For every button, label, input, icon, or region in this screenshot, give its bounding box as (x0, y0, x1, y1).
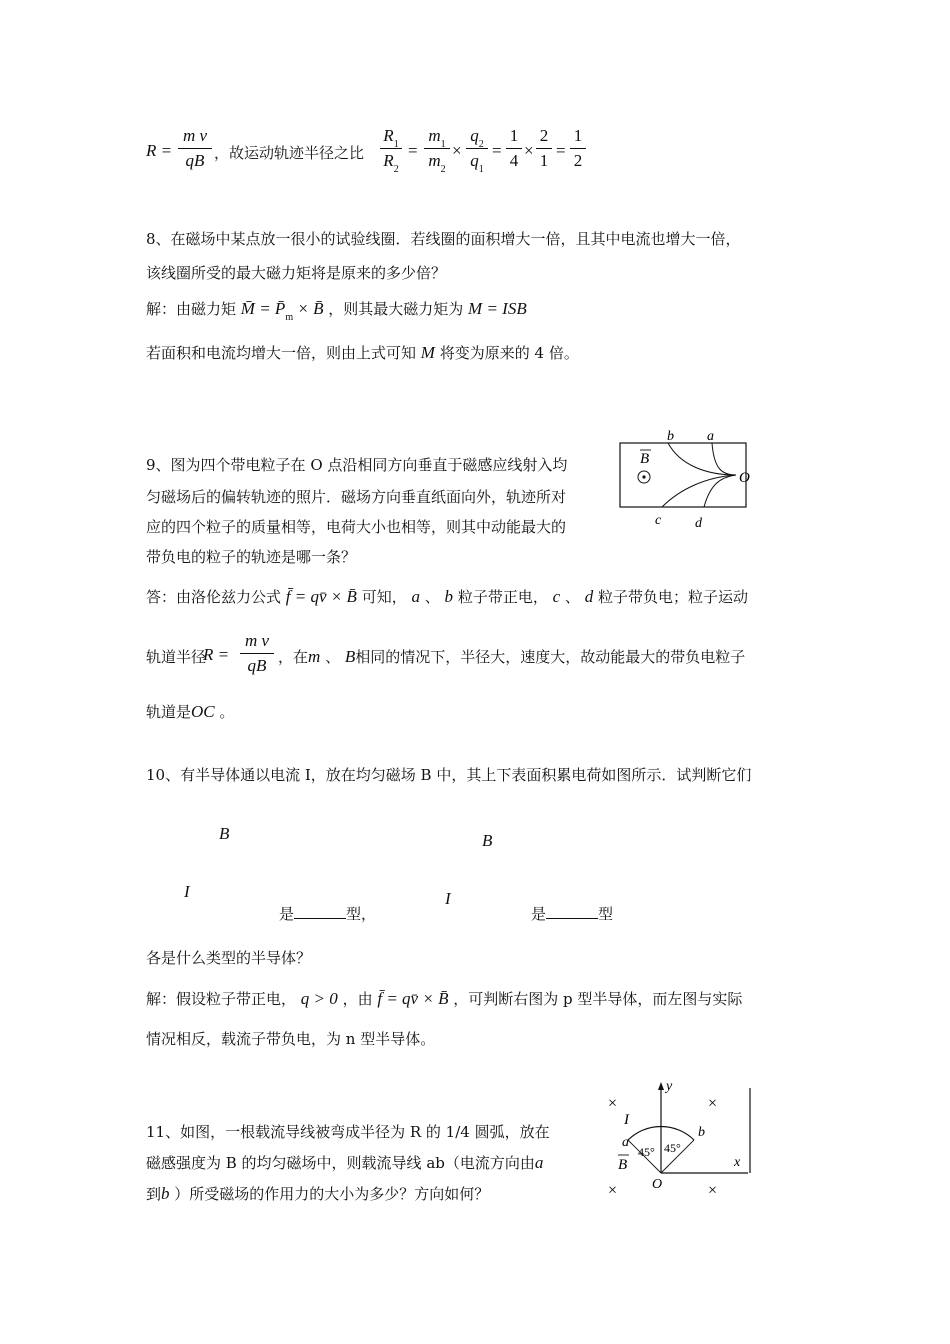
q9-label-B: B (640, 451, 650, 467)
q9-answer-line3: 轨道是OC 。 (146, 702, 235, 721)
q11-question-line1: 11、如图，一根载流导线被弯成半径为 R 的 1/4 圆弧，放在 (146, 1123, 550, 1141)
q11-question-line3: 到b ）所受磁场的作用力的大小为多少？方向如何？ (146, 1184, 490, 1203)
q7-eq1: = (408, 141, 418, 160)
q11-label-O: O (652, 1177, 663, 1192)
q7-ratio-m: $\frac{m_1}{m_2}$ (424, 126, 450, 171)
q7-formula-R: R = (146, 141, 173, 160)
q9-label-a: a (707, 429, 714, 444)
q9-question-line2: 匀磁场后的偏转轨迹的照片．磁场方向垂直纸面向外，轨迹所对 (146, 488, 567, 506)
q9-frac-mv: $\frac{\text{m v}}{qB}$ (240, 631, 274, 676)
q7-times2: × (524, 141, 534, 160)
q9-label-O: O (739, 470, 750, 486)
q10-right-blank (546, 904, 598, 919)
q9-track-c (662, 475, 736, 507)
q10-right-B: B (482, 831, 493, 850)
q11-label-x: x (734, 1155, 741, 1170)
q11-cross-3: × (608, 1182, 618, 1199)
q11-cross-4: × (708, 1182, 718, 1199)
q7-text: ，故运动轨迹半径之比 (214, 144, 365, 162)
q9-track-b (668, 443, 736, 475)
q9-answer-line1: 答：由洛伦兹力公式 f̄ = qv̄ × B̄ 可知， a 、 b 粒子带正电， c 、 d 粒子带负电；粒子运动 (146, 587, 748, 606)
q10-question-line1: 10、有半导体通以电流 I，放在均匀磁场 B 中，其上下表面积累电荷如图所示．试判断它们 (146, 766, 752, 784)
q11-label-y: y (666, 1079, 673, 1094)
q11-label-I: I (624, 1112, 629, 1128)
q9-label-b: b (667, 429, 674, 444)
q11-angle-right: 45° (664, 1141, 681, 1155)
q10-question-line2: 各是什么类型的半导体？ (146, 949, 312, 967)
q10-left-I: I (184, 882, 190, 901)
q9-track-a (712, 443, 736, 475)
q9-question-line3: 应的四个粒子的质量相等，电荷大小也相等，则其中动能最大的 (146, 518, 567, 536)
q9-label-c: c (655, 513, 662, 528)
q11-label-B: B (618, 1157, 628, 1173)
q10-solution-line2: 情况相反，载流子带负电，为 n 型半导体。 (146, 1030, 436, 1048)
q8-question-line1: 8、在磁场中某点放一很小的试验线圈．若线圈的面积增大一倍，且其中电流也增大一倍， (146, 230, 741, 248)
q9-answer-R: R = (203, 645, 230, 664)
q11-label-a: a (622, 1135, 629, 1150)
q11-figure (600, 1078, 760, 1203)
q10-left-B: B (219, 824, 230, 843)
q7-eq3: = (556, 141, 566, 160)
q9-lorentz-formula: f̄ = qv̄ × B̄ (285, 587, 357, 606)
q8-max-torque-formula: M = ISB (468, 299, 527, 318)
q9-label-d: d (695, 516, 702, 531)
q10-lorentz-formula: f̄ = qv̄ × B̄ (377, 989, 449, 1008)
q9-question-line1: 9、图为四个带电粒子在 O 点沿相同方向垂直于磁感应线射入均 (146, 456, 568, 474)
q10-solution-line1: 解：假设粒子带正电， q > 0 ，由 f̄ = qv̄ × B̄ ，可判断右图为 p 型半导体，而左图与实际 (146, 989, 743, 1008)
q10-right-I: I (445, 889, 451, 908)
q7-eq2: = (492, 141, 502, 160)
q7-ratio-R: $\frac{R_1}{R_2}$ (380, 126, 402, 171)
q11-label-b: b (698, 1125, 705, 1140)
q7-frac-1-2: $\frac{1}{2}$ (570, 126, 586, 171)
q7-frac-1-4: $\frac{1}{4}$ (506, 126, 522, 171)
q9-question-line4: 带负电的粒子的轨迹是哪一条？ (146, 548, 357, 566)
q10-left-answer: 是 型， (279, 905, 377, 923)
q7-times1: × (452, 141, 462, 160)
q10-left-blank (294, 904, 346, 919)
q10-right-answer: 是 型 (531, 905, 614, 923)
q8-conclusion: 若面积和电流均增大一倍，则由上式可知 M 将变为原来的 4 倍。 (146, 343, 579, 362)
q11-cross-1: × (608, 1095, 618, 1112)
q8-solution: 解：由磁力矩 M̄ = $P̄_m$ × B̄ ，则其最大磁力矩为 M = ISB (146, 299, 527, 323)
q9-figure (610, 425, 760, 535)
q11-angle-left: 45° (638, 1145, 655, 1159)
q7-frac-2-1: $\frac{2}{1}$ (536, 126, 552, 171)
q7-frac-mv: $\frac{\text{m v}}{qB}$ (178, 126, 212, 171)
q11-question-line2: 磁感强度为 B 的均匀磁场中，则载流导线 ab（电流方向由a (146, 1153, 544, 1172)
q9-answer-line2-rest: ，在m 、 B相同的情况下，半径大，速度大，故动能最大的带负电粒子 (278, 647, 746, 666)
q11-cross-2: × (708, 1095, 718, 1112)
q9-answer-line2-prefix: 轨道半径 (146, 648, 207, 666)
q8-torque-formula: M̄ = $P̄_m$ × B̄ (240, 299, 324, 323)
q8-question-line2: 该线圈所受的最大磁力矩将是原来的多少倍？ (146, 264, 447, 282)
q7-ratio-q: $\frac{q_2}{q_1}$ (466, 126, 488, 171)
